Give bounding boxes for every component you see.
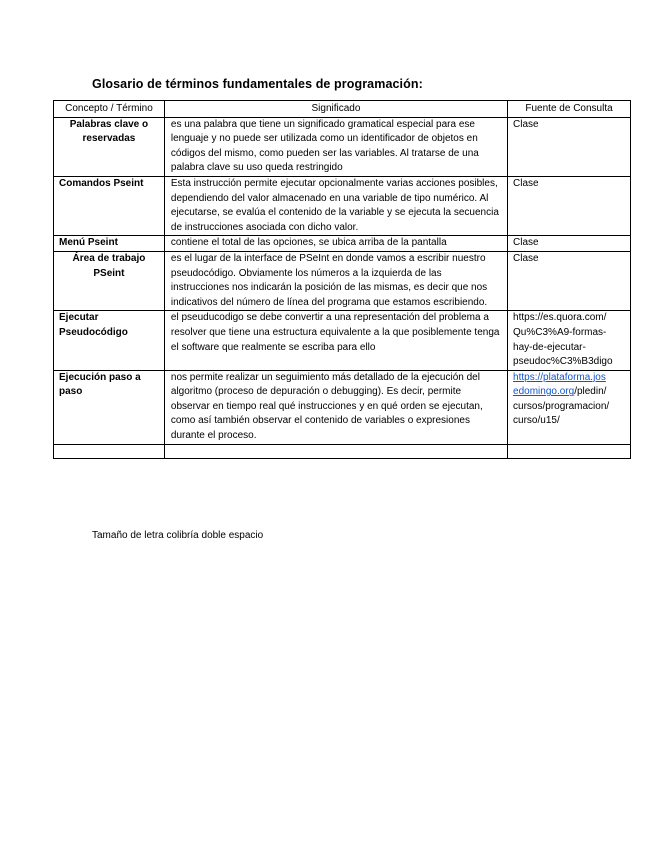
table-header-row bbox=[54, 101, 631, 118]
source-cell: Clase bbox=[508, 176, 631, 235]
term-cell: Ejecutar Pseudocódigo bbox=[54, 311, 165, 370]
header-meaning: Significado bbox=[164, 101, 507, 118]
meaning-cell: es una palabra que tiene un significado gramatical especial para ese lenguaje y no puede ser utilizada como un identificador de objetos en códigos del mismo, como pueden ser las variables. Al tratarse de una palabra clave su uso queda restringido bbox=[164, 117, 507, 176]
empty-row bbox=[54, 444, 631, 458]
source-url-line: pseudoc%C3%B3digo bbox=[513, 356, 613, 368]
source-cell: Clase bbox=[508, 117, 631, 176]
source-url-tail: /pledin/ bbox=[574, 386, 607, 398]
source-cell: Clase bbox=[508, 236, 631, 252]
source-cell: Clase bbox=[508, 251, 631, 310]
table-row bbox=[54, 311, 631, 370]
source-url-line: curso/u15/ bbox=[513, 415, 560, 427]
meaning-cell: nos permite realizar un seguimiento más detallado de la ejecución del algoritmo (proceso de depuración o debugging). Es decir, permite observar en tiempo real qué instrucciones y en qué orden se ejecutan, como así también observar el contenido de variables o expresiones durante el proceso. bbox=[164, 370, 507, 444]
term-cell: Palabras clave o reservadas bbox=[54, 117, 165, 176]
document-title: Glosario de términos fundamentales de programación: bbox=[92, 77, 423, 91]
source-url-line: cursos/programacion/ bbox=[513, 400, 610, 412]
term-cell: Área de trabajo PSeint bbox=[54, 251, 165, 310]
meaning-cell: contiene el total de las opciones, se ubica arriba de la pantalla bbox=[164, 236, 507, 252]
meaning-cell: el pseuducodigo se debe convertir a una representación del problema a resolver que tiene una estructura equivalente a la que posiblemente tenga el software que realmente se escriba para ello bbox=[164, 311, 507, 370]
glossary-table bbox=[53, 100, 631, 459]
meaning-cell: Esta instrucción permite ejecutar opcionalmente varias acciones posibles, dependiendo del valor almacenado en una variable de tipo numérico. Al ejecutarse, se evalúa el contenido de la variable y se ejecuta la secuencia de instrucciones asociada con dicho valor. bbox=[164, 176, 507, 235]
term-cell: Menú Pseint bbox=[54, 236, 165, 252]
term-cell: Comandos Pseint bbox=[54, 176, 165, 235]
empty-cell bbox=[164, 444, 507, 458]
table-row bbox=[54, 117, 631, 176]
table-row bbox=[54, 176, 631, 235]
source-url-line: hay-de-ejecutar- bbox=[513, 341, 586, 353]
meaning-cell: es el lugar de la interface de PSeInt en donde vamos a escribir nuestro pseudocódigo. Obviamente los números a la izquierda de las instrucciones nos indicarán la posición de las mismas, es decir que nos indicativos del número de línea del programa que estamos escribiendo. bbox=[164, 251, 507, 310]
table-row bbox=[54, 236, 631, 252]
term-cell: Ejecución paso a paso bbox=[54, 370, 165, 444]
format-note: Tamaño de letra colibría doble espacio bbox=[92, 530, 264, 541]
empty-cell bbox=[508, 444, 631, 458]
table-row bbox=[54, 251, 631, 310]
source-cell bbox=[508, 311, 631, 370]
source-url-line: https://es.quora.com/ bbox=[513, 312, 607, 324]
source-link[interactable]: https://plataforma.jos bbox=[513, 371, 606, 383]
empty-cell bbox=[54, 444, 165, 458]
source-cell bbox=[508, 370, 631, 444]
header-source: Fuente de Consulta bbox=[508, 101, 631, 118]
table-row bbox=[54, 370, 631, 444]
header-term: Concepto / Término bbox=[54, 101, 165, 118]
source-link[interactable]: edomingo.org bbox=[513, 386, 575, 398]
source-url-line: Qu%C3%A9-formas- bbox=[513, 326, 607, 338]
